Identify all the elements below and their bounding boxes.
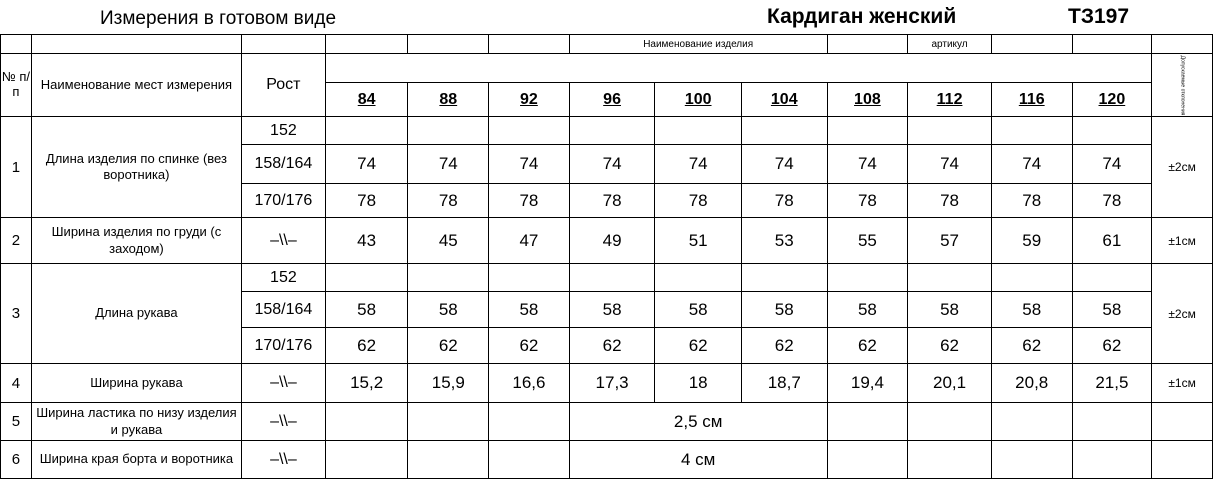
value-cell [325, 441, 408, 479]
value-cell: 62 [489, 328, 570, 364]
value-cell: 58 [569, 292, 655, 328]
value-cell [908, 264, 992, 292]
height-cell: 170/176 [242, 328, 326, 364]
value-cell: 15,9 [408, 364, 489, 403]
value-cell: 18 [655, 364, 742, 403]
column-header-row [1, 54, 1213, 83]
value-cell: 62 [655, 328, 742, 364]
value-cell [325, 403, 408, 441]
table-row [1, 264, 1213, 292]
value-cell: 17,3 [569, 364, 655, 403]
value-cell [1072, 403, 1152, 441]
value-cell: 21,5 [1072, 364, 1152, 403]
value-cell [408, 441, 489, 479]
value-cell: 78 [827, 184, 908, 218]
value-cell [827, 441, 908, 479]
value-cell: 45 [408, 218, 489, 264]
value-cell [489, 264, 570, 292]
measurement-name: Ширина края борта и воротника [31, 441, 241, 479]
value-cell: 61 [1072, 218, 1152, 264]
height-header: Рост [242, 54, 326, 117]
height-cell: 158/164 [242, 145, 326, 184]
blank-cell [991, 35, 1072, 54]
value-cell: 74 [827, 145, 908, 184]
value-cell [991, 117, 1072, 145]
blank-cell [489, 35, 570, 54]
value-cell [1072, 117, 1152, 145]
value-cell: 55 [827, 218, 908, 264]
value-cell: 19,4 [827, 364, 908, 403]
row-number: 4 [1, 364, 32, 403]
height-cell: 152 [242, 117, 326, 145]
value-cell [908, 441, 992, 479]
value-cell: 47 [489, 218, 570, 264]
value-cell [408, 403, 489, 441]
value-cell: 15,2 [325, 364, 408, 403]
value-cell [827, 403, 908, 441]
measurement-name: Ширина изделия по груди (с заходом) [31, 218, 241, 264]
height-cell: 158/164 [242, 292, 326, 328]
size-header-96: 96 [569, 83, 655, 117]
tolerance-header: Допускаемые отклонения [1152, 54, 1213, 117]
product-name: Кардиган женский [767, 5, 957, 28]
value-cell: 18,7 [741, 364, 827, 403]
value-cell: 58 [655, 292, 742, 328]
tolerance-cell [1152, 441, 1213, 479]
merged-value-cell: 4 см [569, 441, 827, 479]
value-cell: 78 [991, 184, 1072, 218]
value-cell: 62 [908, 328, 992, 364]
value-cell: 58 [1072, 292, 1152, 328]
measurement-name: Ширина рукава [31, 364, 241, 403]
size-header-100: 100 [655, 83, 742, 117]
value-cell: 78 [908, 184, 992, 218]
value-cell: 62 [991, 328, 1072, 364]
merged-value-cell: 2,5 см [569, 403, 827, 441]
value-cell: 74 [991, 145, 1072, 184]
table-row [1, 364, 1213, 403]
value-cell [741, 264, 827, 292]
size-header-108: 108 [827, 83, 908, 117]
height-cell: –\\– [242, 403, 326, 441]
size-header-112: 112 [908, 83, 992, 117]
blank-cell [827, 35, 908, 54]
value-cell: 51 [655, 218, 742, 264]
value-cell [569, 264, 655, 292]
num-header: № п/п [1, 54, 32, 117]
value-cell: 58 [991, 292, 1072, 328]
name-header: Наименование мест измерения [31, 54, 241, 117]
height-cell: –\\– [242, 364, 326, 403]
blank-cell [31, 35, 241, 54]
value-cell: 20,1 [908, 364, 992, 403]
value-cell [489, 403, 570, 441]
value-cell: 74 [325, 145, 408, 184]
value-cell [741, 117, 827, 145]
measurement-name: Длина изделия по спинке (вез воротника) [31, 117, 241, 218]
row-number: 3 [1, 264, 32, 364]
measurement-name: Ширина ластика по низу изделия и рукава [31, 403, 241, 441]
value-cell: 49 [569, 218, 655, 264]
value-cell: 58 [489, 292, 570, 328]
article-code: ТЗ197 [1068, 5, 1130, 28]
value-cell: 53 [741, 218, 827, 264]
value-cell: 74 [741, 145, 827, 184]
size-header-84: 84 [325, 83, 408, 117]
page-title: Измерения в готовом виде [100, 8, 337, 29]
tolerance-cell: ±2см [1152, 117, 1213, 218]
row-number: 2 [1, 218, 32, 264]
value-cell [408, 117, 489, 145]
value-cell: 16,6 [489, 364, 570, 403]
tolerance-cell: ±1см [1152, 364, 1213, 403]
value-cell [908, 117, 992, 145]
size-header-116: 116 [991, 83, 1072, 117]
value-cell [827, 264, 908, 292]
height-cell: –\\– [242, 441, 326, 479]
value-cell: 62 [325, 328, 408, 364]
value-cell: 74 [908, 145, 992, 184]
blank-cell [1, 35, 32, 54]
value-cell [325, 264, 408, 292]
value-cell [655, 264, 742, 292]
value-cell: 74 [408, 145, 489, 184]
value-cell: 74 [655, 145, 742, 184]
value-cell [408, 264, 489, 292]
value-cell: 78 [655, 184, 742, 218]
blank-cell [325, 35, 408, 54]
row-number: 6 [1, 441, 32, 479]
measurements-table [0, 34, 1213, 479]
blank-cell [1152, 35, 1213, 54]
value-cell: 62 [827, 328, 908, 364]
value-cell [655, 117, 742, 145]
value-cell: 58 [741, 292, 827, 328]
tolerance-cell: ±1см [1152, 218, 1213, 264]
value-cell: 62 [408, 328, 489, 364]
value-cell [489, 441, 570, 479]
value-cell: 74 [489, 145, 570, 184]
blank-cell [1072, 35, 1152, 54]
table-row [1, 218, 1213, 264]
value-cell: 43 [325, 218, 408, 264]
value-cell [1072, 264, 1152, 292]
value-cell [1072, 441, 1152, 479]
value-cell [325, 117, 408, 145]
height-cell: 152 [242, 264, 326, 292]
value-cell: 58 [408, 292, 489, 328]
table-row [1, 117, 1213, 145]
height-cell: 170/176 [242, 184, 326, 218]
product-label: Наименование изделия [569, 35, 827, 54]
size-header-88: 88 [408, 83, 489, 117]
value-cell [991, 403, 1072, 441]
value-cell [827, 117, 908, 145]
blank-cell [242, 35, 326, 54]
sizes-group-header [325, 54, 1151, 83]
value-cell: 78 [325, 184, 408, 218]
value-cell [991, 264, 1072, 292]
value-cell: 62 [569, 328, 655, 364]
height-cell: –\\– [242, 218, 326, 264]
tolerance-cell: ±2см [1152, 264, 1213, 364]
value-cell: 57 [908, 218, 992, 264]
size-header-120: 120 [1072, 83, 1152, 117]
value-cell: 58 [908, 292, 992, 328]
value-cell: 20,8 [991, 364, 1072, 403]
value-cell: 62 [741, 328, 827, 364]
subheader-row [1, 35, 1213, 54]
value-cell [991, 441, 1072, 479]
measurement-name: Длина рукава [31, 264, 241, 364]
tolerance-cell [1152, 403, 1213, 441]
value-cell: 58 [827, 292, 908, 328]
table-row [1, 441, 1213, 479]
value-cell [489, 117, 570, 145]
value-cell: 78 [741, 184, 827, 218]
blank-cell [408, 35, 489, 54]
value-cell [569, 117, 655, 145]
value-cell: 74 [569, 145, 655, 184]
row-number: 1 [1, 117, 32, 218]
value-cell: 78 [569, 184, 655, 218]
value-cell: 78 [1072, 184, 1152, 218]
value-cell: 59 [991, 218, 1072, 264]
value-cell: 62 [1072, 328, 1152, 364]
article-label: артикул [908, 35, 992, 54]
row-number: 5 [1, 403, 32, 441]
value-cell: 74 [1072, 145, 1152, 184]
table-row [1, 403, 1213, 441]
size-header-92: 92 [489, 83, 570, 117]
size-header-104: 104 [741, 83, 827, 117]
value-cell: 58 [325, 292, 408, 328]
value-cell: 78 [489, 184, 570, 218]
value-cell: 78 [408, 184, 489, 218]
value-cell [908, 403, 992, 441]
